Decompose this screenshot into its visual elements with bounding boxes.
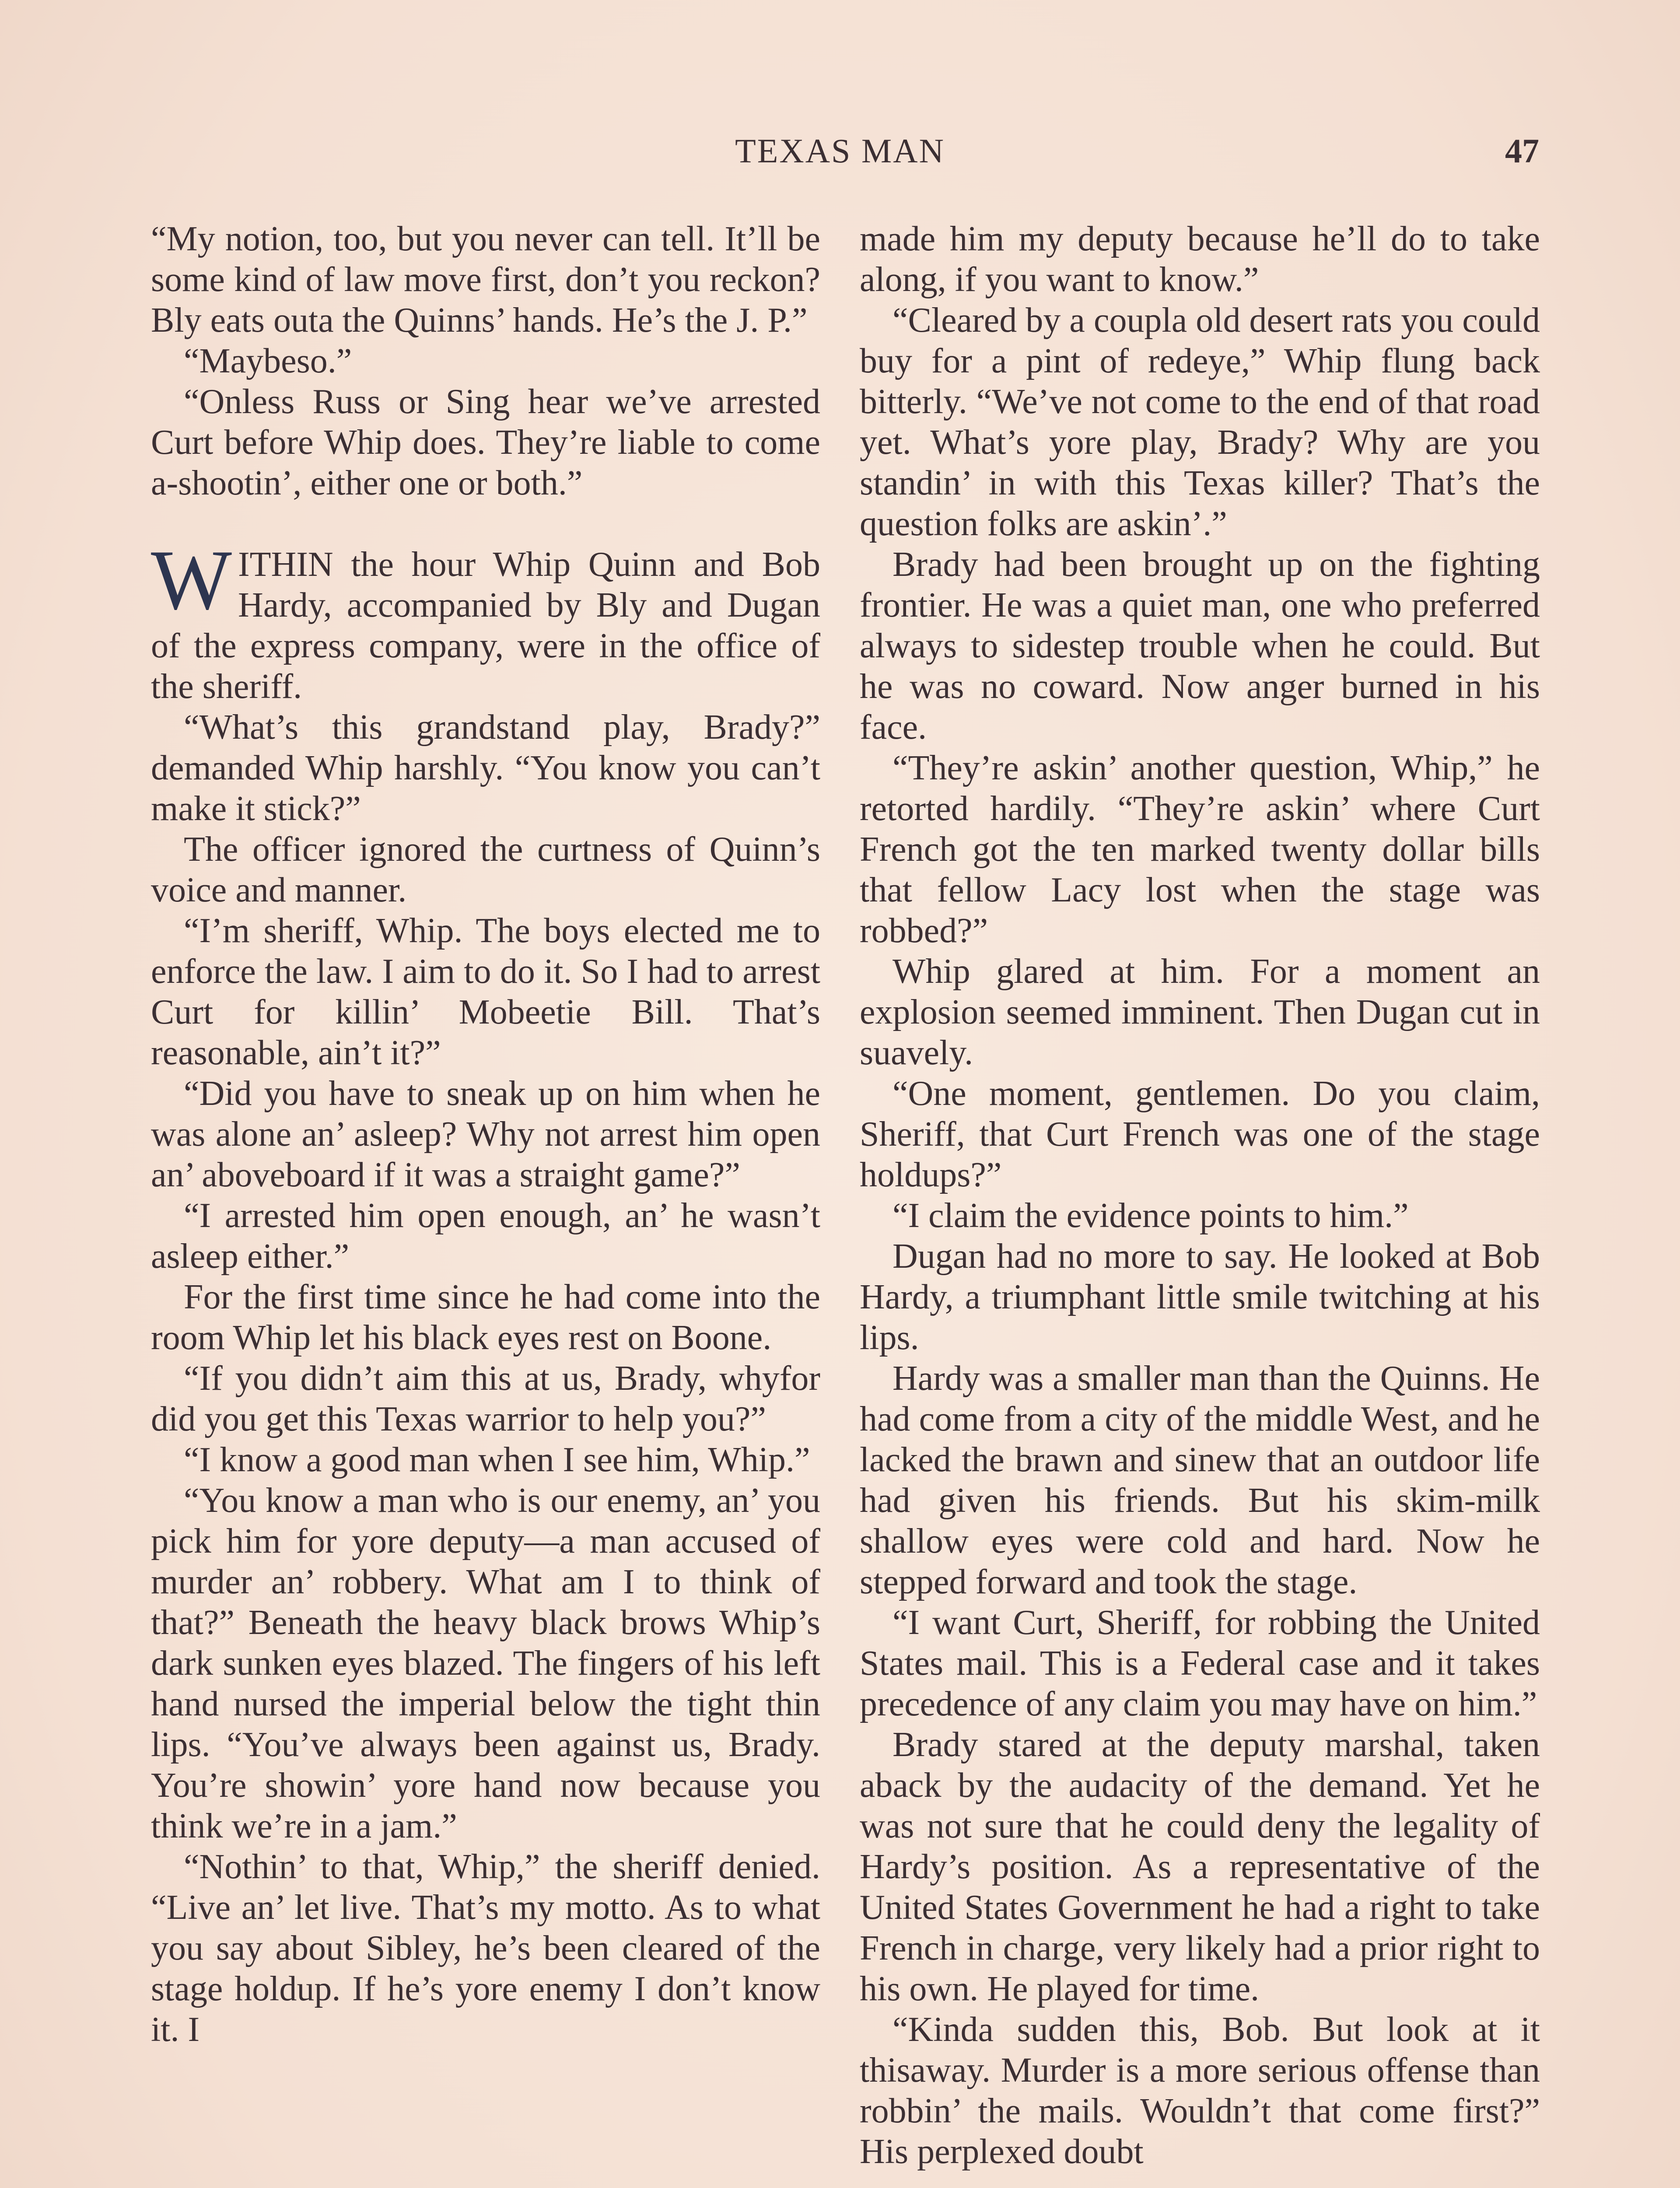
paragraph: “My notion, too, but you never can tell. It’ll be some kind of law move first, don’t you reckon? Bly eats outa the Quinns’ hands. He’s the J. P.” [151, 220, 820, 340]
paragraph: “If you didn’t aim this at us, Brady, whyfor did you get this Texas warrior to help you?” [151, 1359, 820, 1438]
paragraph: “I arrested him open enough, an’ he wasn’t asleep either.” [151, 1196, 820, 1276]
paragraph: “One moment, gentlemen. Do you claim, Sheriff, that Curt French was one of the stage holdups?” [860, 1074, 1540, 1194]
drop-cap: W [151, 533, 232, 628]
paragraph: Brady had been brought up on the fighting frontier. He was a quiet man, one who preferred always to sidestep trouble when he could. But he was no coward. Now anger burned in his face. [860, 545, 1540, 747]
paragraph: “You know a man who is our enemy, an’ you pick him for yore deputy—a man accused of murder an’ robbery. What am I to think of that?” Beneath the heavy black brows Whip’s dark sunken eyes blazed. The fingers of his left hand nursed the imperial below the tight thin lips. “You’ve always been against us, Brady. You’re showin’ yore hand now because you think we’re in a jam.” [151, 1481, 820, 1845]
paragraph: Hardy was a smaller man than the Quinns. He had come from a city of the middle West, and he lacked the brawn and sinew that an outdoor life had given his friends. But his skim-milk shallow eyes were cold and hard. Now he stepped forward and took the stage. [860, 1359, 1540, 1601]
paragraph: Whip glared at him. For a moment an explosion seemed imminent. Then Dugan cut in suavely. [860, 952, 1540, 1072]
paragraph: “Cleared by a coupla old desert rats you could buy for a pint of redeye,” Whip flung back bitterly. “We’ve not come to the end of that road yet. What’s yore play, Brady? Why are you standin’ in with this Texas killer? That’s the question folks are askin’.” [860, 301, 1540, 543]
paragraph: “I’m sheriff, Whip. The boys elected me to enforce the law. I aim to do it. So I had to arrest Curt for killin’ Mobeetie Bill. That’s reasonable, ain’t it?” [151, 912, 820, 1072]
paragraph: The officer ignored the curtness of Quinn’s voice and manner. [151, 830, 820, 909]
paragraph: “I want Curt, Sheriff, for robbing the United States mail. This is a Federal case and it takes precedence of any claim you may have on him.” [860, 1603, 1540, 1723]
paragraph: made him my deputy because he’ll do to take along, if you want to know.” [860, 220, 1540, 299]
left-column [151, 219, 820, 2050]
paragraph: “Maybeso.” [184, 342, 352, 380]
paragraph: “Onless Russ or Sing hear we’ve arrested Curt before Whip does. They’re liable to come a-shootin’, either one or both.” [151, 382, 820, 502]
paragraph: “Kinda sudden this, Bob. But look at it thisaway. Murder is a more serious offense than robbin’ the mails. Wouldn’t that come first?” His perplexed doubt [860, 2010, 1540, 2171]
paragraph-text: ITHIN the hour Whip Quinn and Bob Hardy, accompanied by Bly and Dugan of the express company, were in the office of the sheriff. [151, 545, 820, 706]
paragraph: “I know a good man when I see him, Whip.” [184, 1441, 810, 1479]
paragraph: “Nothin’ to that, Whip,” the sheriff denied. “Live an’ let live. That’s my motto. As to what you say about Sibley, he’s been cleared of the stage holdup. If he’s yore enemy I don’t know it. I [151, 1848, 820, 2049]
section-opening-paragraph [151, 533, 820, 707]
paragraph: “I claim the evidence points to him.” [892, 1196, 1409, 1235]
paragraph: Brady stared at the deputy marshal, taken aback by the audacity of the demand. Yet he was not sure that he could deny the legality of Hardy’s position. As a representative of the United States Government he had a right to take French in charge, very likely had a prior right to his own. He played for time. [860, 1725, 1540, 2008]
paragraph: “They’re askin’ another question, Whip,” he retorted hardily. “They’re askin’ where Curt French got the ten marked twenty dollar bills that fellow Lacy lost when the stage was robbed?” [860, 749, 1540, 950]
right-column [860, 219, 1540, 2172]
page-number: 47 [1505, 132, 1539, 170]
paragraph: “What’s this grandstand play, Brady?” demanded Whip harshly. “You know you can’t make it stick?” [151, 708, 820, 828]
running-title: TEXAS MAN [735, 132, 945, 170]
paragraph: “Did you have to sneak up on him when he was alone an’ asleep? Why not arrest him open an’ aboveboard if it was a straight game?” [151, 1074, 820, 1194]
paragraph: For the first time since he had come into the room Whip let his black eyes rest on Boone. [151, 1278, 820, 1357]
paragraph: Dugan had no more to say. He looked at Bob Hardy, a triumphant little smile twitching at his lips. [860, 1237, 1540, 1357]
